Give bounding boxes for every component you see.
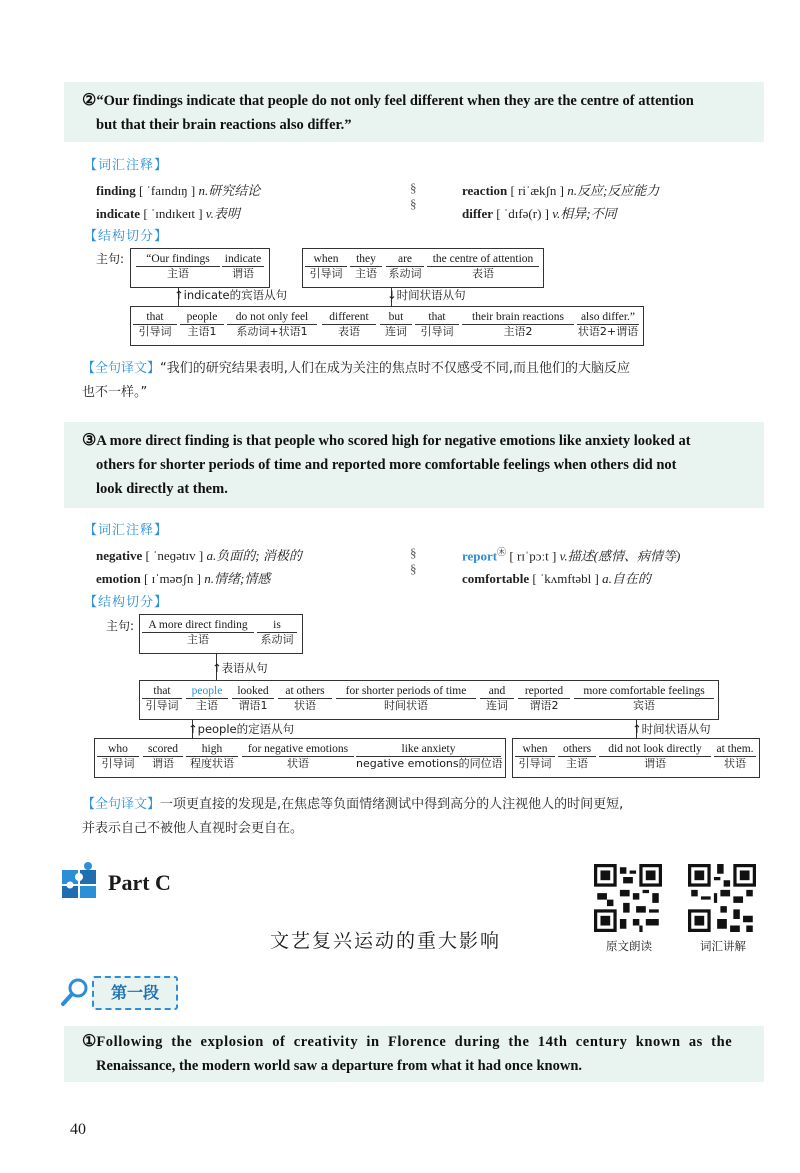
arrow-predicative-clause: ↑表语从句	[212, 661, 268, 675]
diag3-cell: at others 状语	[278, 684, 332, 713]
diag2-cell: they 主语	[350, 252, 382, 281]
diag3-cell: reported 谓语2	[518, 684, 570, 713]
diag3-cell: and 连词	[480, 684, 514, 713]
sentence-4-line2: Renaissance, the modern world saw a departure from what it had once known.	[96, 1058, 583, 1074]
diag3-cell: looked 谓语1	[232, 684, 274, 713]
sentence-4-line1: ①Following the explosion of creativity in Florence during the 14th century known as the	[82, 1033, 733, 1050]
vocab-negative: negative [ ˈneɡətɪv ] a.负面的; 消极的	[96, 548, 302, 563]
diag2-cell: indicate 谓语	[222, 252, 264, 281]
vocab-differ: differ [ ˈdɪfə(r) ] v.相异;不同	[462, 206, 617, 221]
diag3-cell: like anxiety negative emotions的同位语	[356, 743, 503, 770]
section-label: 第一段	[110, 983, 159, 1002]
arrow-time-clause-3: ↑时间状语从句	[632, 722, 711, 736]
diag3-cell: when 引导词	[515, 742, 555, 771]
diag3-cell: for negative emotions 状语	[242, 742, 354, 771]
sentence-2-line2: but that their brain reactions also differ.”	[96, 117, 352, 133]
vocab-finding: finding [ ˈfaɪndɪŋ ] n.研究结论	[96, 183, 261, 198]
diag2-cell: but 连词	[380, 310, 412, 339]
diag2-cell: people 主语1	[180, 310, 224, 339]
diag2-cell: when 引导词	[305, 252, 347, 281]
diag2-cell: are 系动词	[386, 252, 424, 281]
diag3-cell: did not look directly 谓语	[599, 742, 711, 771]
diag3-cell: that 引导词	[142, 684, 182, 713]
diag2-cell: different 表语	[322, 310, 376, 339]
section-heading	[92, 976, 178, 1010]
arrow-indicate-object: ↑indicate的宾语从句	[174, 288, 288, 302]
qr-label-vocab: 词汇讲解	[700, 939, 746, 953]
arrow-people-clause: ↑people的定语从句	[188, 722, 295, 736]
diag3-cell: high 程度状语	[186, 742, 238, 771]
qr-code-vocab[interactable]	[688, 864, 756, 932]
divider-icon: § §	[410, 180, 417, 211]
diag3-cell: others 主语	[558, 742, 596, 771]
diag2-cell: the centre of attention 表语	[427, 252, 539, 281]
diag3-cell: people 主语	[186, 684, 228, 713]
diag3-cell: who 引导词	[97, 742, 139, 771]
sentence-2-line1: ②“Our findings indicate that people do not only feel different when they are the centre of attention	[82, 92, 694, 109]
diag3-cell: for shorter periods of time 时间状语	[336, 684, 476, 713]
part-c-title: Part C	[108, 870, 171, 895]
main-clause-label: 主句:	[96, 252, 125, 266]
qr-code-reading[interactable]	[594, 864, 662, 932]
vocab-tag-2: 【词汇注释】	[84, 158, 169, 173]
diag3-cell: more comfortable feelings 宾语	[574, 684, 714, 713]
sentence-2-number: ②	[82, 92, 97, 109]
diag2-cell: their brain reactions 主语2	[462, 310, 574, 339]
diag3-cell: at them. 状语	[714, 742, 756, 771]
diag2-cell: also differ.” 状语2+谓语	[577, 311, 639, 338]
sentence-3-line2: others for shorter periods of time and reported more comfortable feelings when others did not	[96, 457, 677, 473]
divider-icon: § §	[410, 545, 417, 576]
vocab-comfortable: comfortable [ ˈkʌmftəbl ] a.自在的	[462, 571, 651, 586]
chinese-title: 文艺复兴运动的重大影响	[270, 930, 502, 952]
structure-tag-3: 【结构切分】	[84, 595, 169, 610]
diag2-cell: “Our findings 主语	[136, 252, 220, 281]
diag3-cell: is 系动词	[257, 618, 297, 647]
main-clause-label: 主句:	[106, 619, 135, 633]
vocab-reaction: reaction [ riˈækʃn ] n.反应;反应能力	[462, 183, 660, 198]
diag3-cell: A more direct finding 主语	[142, 618, 254, 647]
magnifier-icon	[60, 976, 92, 1008]
vocab-emotion: emotion [ ɪˈməʊʃn ] n.情绪;情感	[96, 571, 271, 586]
qr-label-reading: 原文朗读	[606, 939, 652, 953]
structure-tag-2: 【结构切分】	[84, 229, 169, 244]
page-number: 40	[70, 1121, 86, 1138]
diag3-cell: scored 谓语	[143, 742, 183, 771]
translation-2: 【全句译文】“我们的研究结果表明,人们在成为关注的焦点时不仅感受不同,而且他们的大脑反应 也不一样。”	[82, 361, 631, 400]
vocab-indicate: indicate [ ˈɪndɪkeɪt ] v.表明	[96, 206, 240, 221]
translation-3: 【全句译文】一项更直接的发现是,在焦虑等负面情绪测试中得到高分的人注视他人的时间更短, 并表示自己不被他人直视时会更自在。	[82, 797, 624, 836]
diag2-cell: that 引导词	[415, 310, 459, 339]
diag2-cell: do not only feel 系动词+状语1	[227, 310, 317, 339]
vocab-tag-3: 【词汇注释】	[84, 523, 169, 538]
vocab-report: report㊍ [ rɪˈpɔːt ] v.描述(感情、病情等)	[462, 547, 681, 564]
sentence-3-line1: ③A more direct finding is that people who scored high for negative emotions like anxiety looked at	[82, 432, 691, 449]
puzzle-icon	[60, 862, 98, 900]
sentence-3-line3: look directly at them.	[96, 481, 228, 497]
diag2-cell: that 引导词	[133, 310, 177, 339]
arrow-time-clause: ↓时间状语从句	[387, 288, 466, 302]
